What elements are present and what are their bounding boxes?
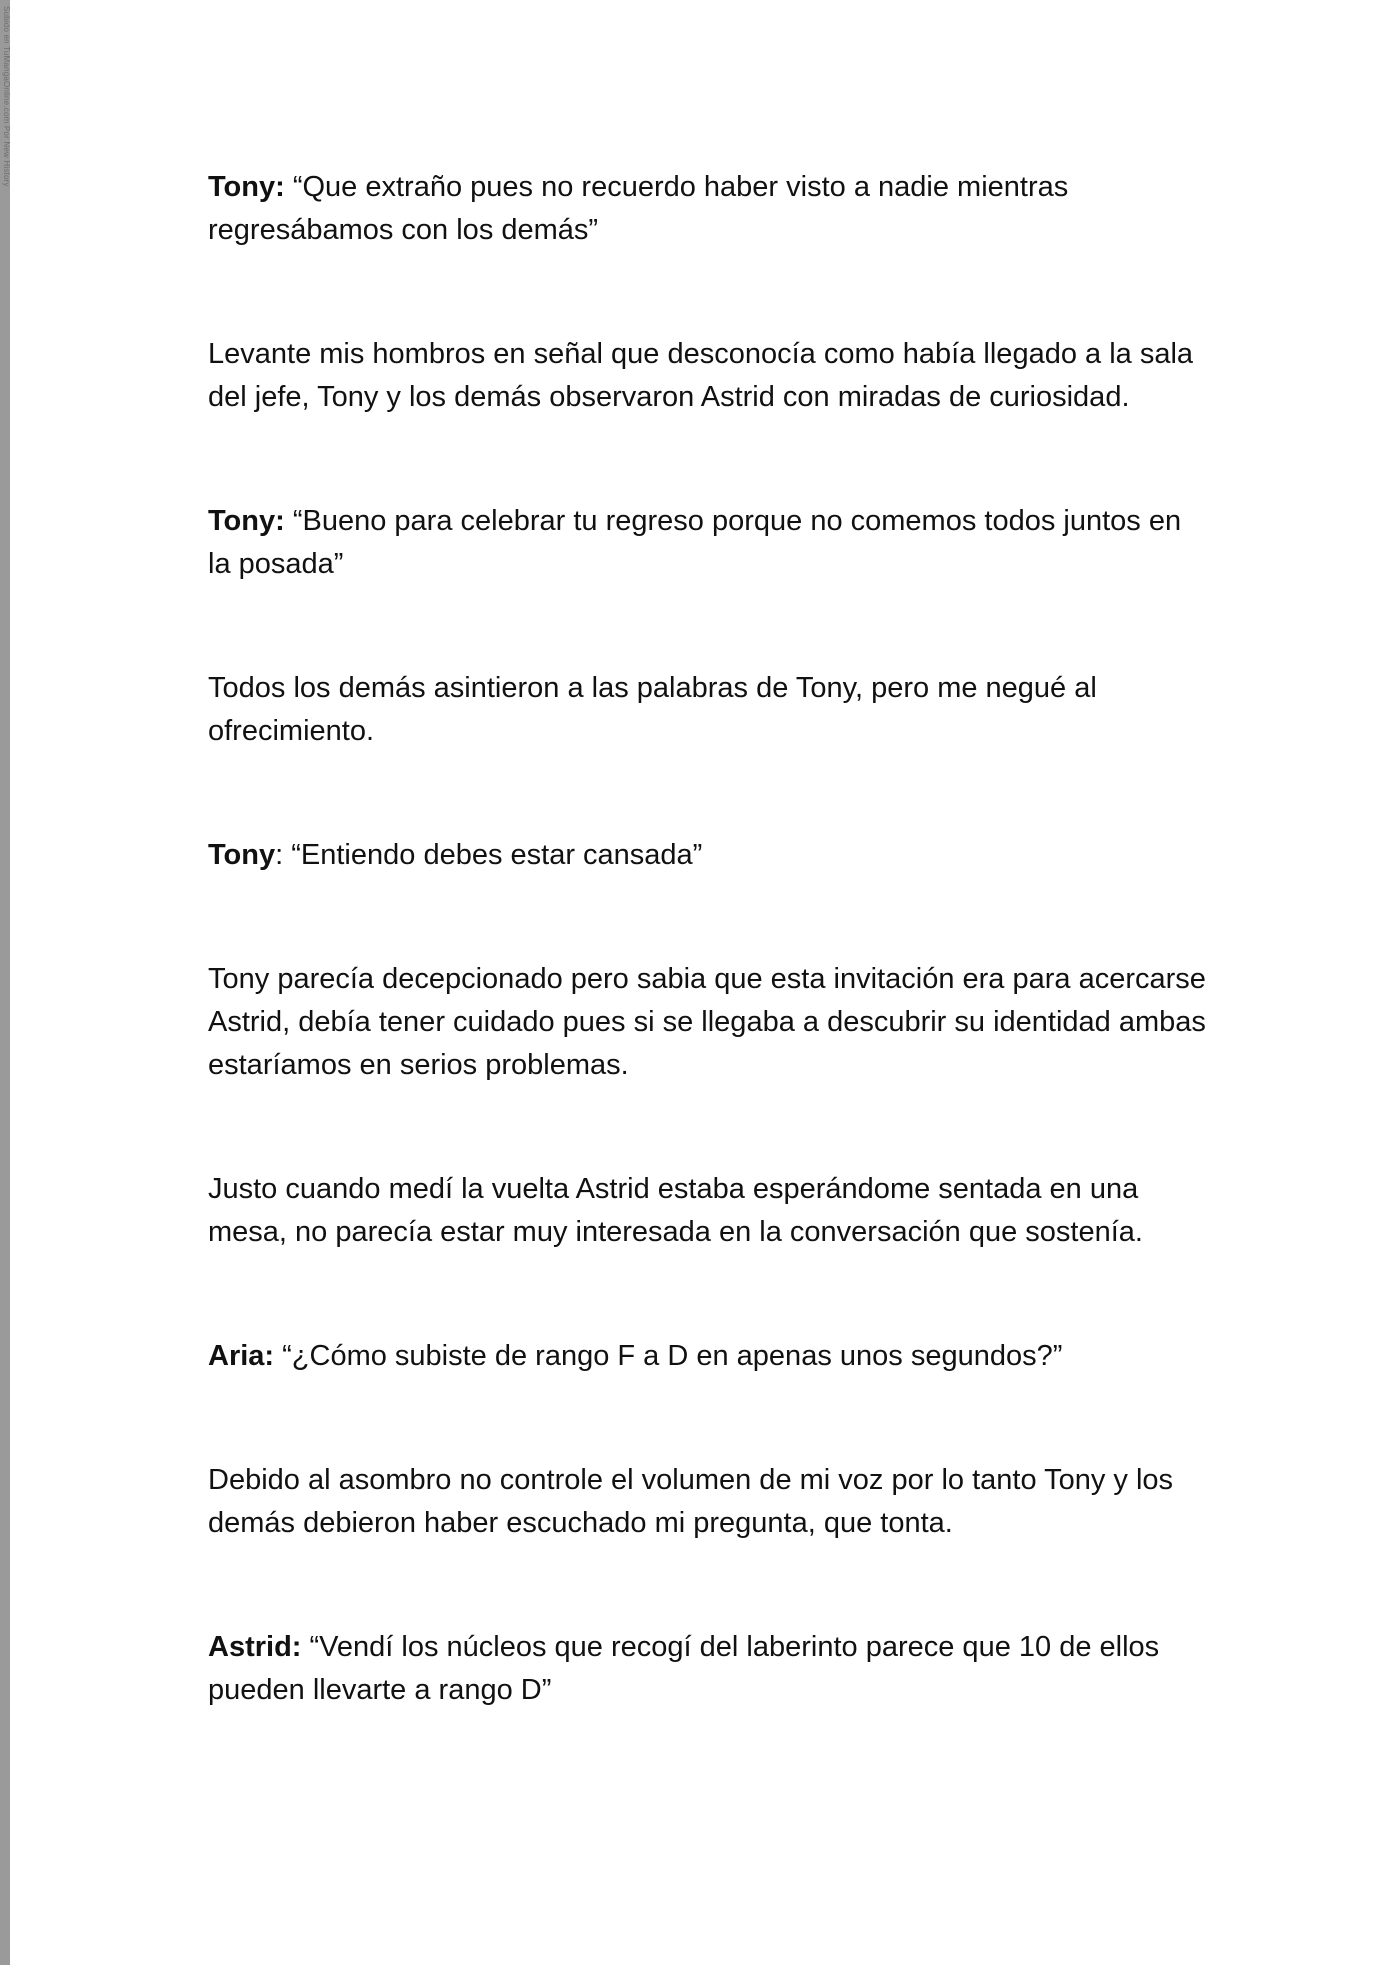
paragraph-text: “¿Cómo subiste de rango F a D en apenas unos segundos?” — [274, 1340, 1063, 1372]
paragraph-text: “Que extraño pues no recuerdo haber visto a nadie mientras regresábamos con los demás” — [208, 171, 1069, 246]
paragraph-2 — [208, 333, 1208, 419]
paragraph-8 — [208, 1335, 1208, 1378]
paragraph-4 — [208, 667, 1208, 753]
paragraph-6 — [208, 958, 1208, 1087]
paragraph-text: “Vendí los núcleos que recogí del laberinto parece que 10 de ellos pueden llevarte a rango D” — [208, 1631, 1160, 1706]
speaker-label: Astrid: — [208, 1631, 302, 1663]
paragraph-text: Justo cuando medí la vuelta Astrid estaba esperándome sentada en una mesa, no parecía estar muy interesada en la conversación que sostenía. — [208, 1173, 1143, 1248]
paragraph-text: : “Entiendo debes estar cansada” — [275, 839, 703, 871]
paragraph-text: Tony parecía decepcionado pero sabia que esta invitación era para acercarse Astrid, debía tener cuidado pues si se llegaba a descubrir su identidad ambas estaríamos en serios problemas. — [208, 963, 1206, 1081]
paragraph-9 — [208, 1459, 1208, 1545]
paragraph-text: Levante mis hombros en señal que desconocía como había llegado a la sala del jefe, Tony y los demás observaron Astrid con miradas de curiosidad. — [208, 338, 1194, 413]
left-margin-strip — [0, 0, 10, 1965]
paragraph-7 — [208, 1168, 1208, 1254]
speaker-label: Aria: — [208, 1340, 275, 1372]
paragraph-1 — [208, 166, 1208, 252]
speaker-label: Tony — [208, 839, 276, 871]
watermark-text: Subido en TuMangaOnline.com Por New History — [2, 6, 11, 187]
paragraph-10 — [208, 1626, 1208, 1712]
document-page — [208, 166, 1208, 1712]
paragraph-text: Todos los demás asintieron a las palabras de Tony, pero me negué al ofrecimiento. — [208, 672, 1097, 747]
paragraph-5 — [208, 834, 1208, 877]
speaker-label: Tony: — [208, 171, 285, 203]
paragraph-text: “Bueno para celebrar tu regreso porque no comemos todos juntos en la posada” — [208, 505, 1182, 580]
paragraph-text: Debido al asombro no controle el volumen de mi voz por lo tanto Tony y los demás debieron haber escuchado mi pregunta, que tonta. — [208, 1464, 1174, 1539]
paragraph-3 — [208, 500, 1208, 586]
speaker-label: Tony: — [208, 505, 285, 537]
